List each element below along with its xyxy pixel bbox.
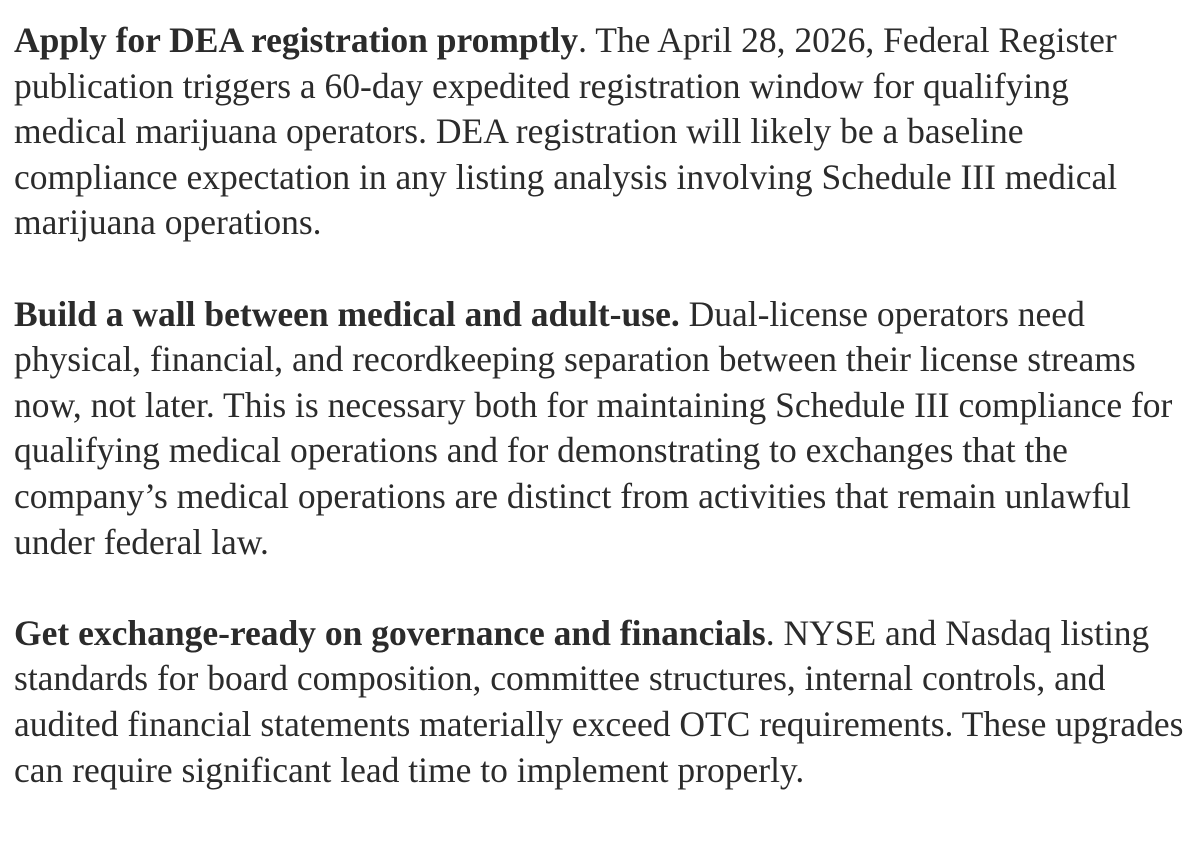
paragraph-lead: Apply for DEA registration promptly [14, 20, 579, 60]
paragraph-lead: Build a wall between medical and adult-use. [14, 293, 680, 334]
paragraph-lead-punct: . [578, 20, 587, 60]
paragraph-lead: Get exchange-ready on governance and financials [14, 612, 766, 653]
paragraph-text: NYSE and Nasdaq listing standards for board composition, committee structures, internal controls, and audited financial statements materially exceed OTC requirements. These upgrades can require significant lead time to implement properly. [14, 612, 1184, 790]
paragraph-dea-registration [14, 18, 1186, 246]
paragraph-text: Dual-license operators need physical, financial, and recordkeeping separation between their license streams now, not later. This is necessary both for maintaining Schedule III compliance for qualifying medical operations and for demonstrating to exchanges that the company’s medical operations are distinct from activities that remain unlawful under federal law. [14, 293, 1173, 562]
paragraph-exchange-ready [14, 611, 1186, 793]
paragraph-medical-adult-use-wall [14, 292, 1186, 566]
paragraph-text: The April 28, 2026, Federal Register publication triggers a 60-day expedited registration window for qualifying medical marijuana operators. DEA registration will likely be a baseline compliance expectation in any listing analysis involving Schedule III medical marijuana operations. [14, 20, 1118, 243]
paragraph-lead-punct: . [765, 612, 775, 653]
